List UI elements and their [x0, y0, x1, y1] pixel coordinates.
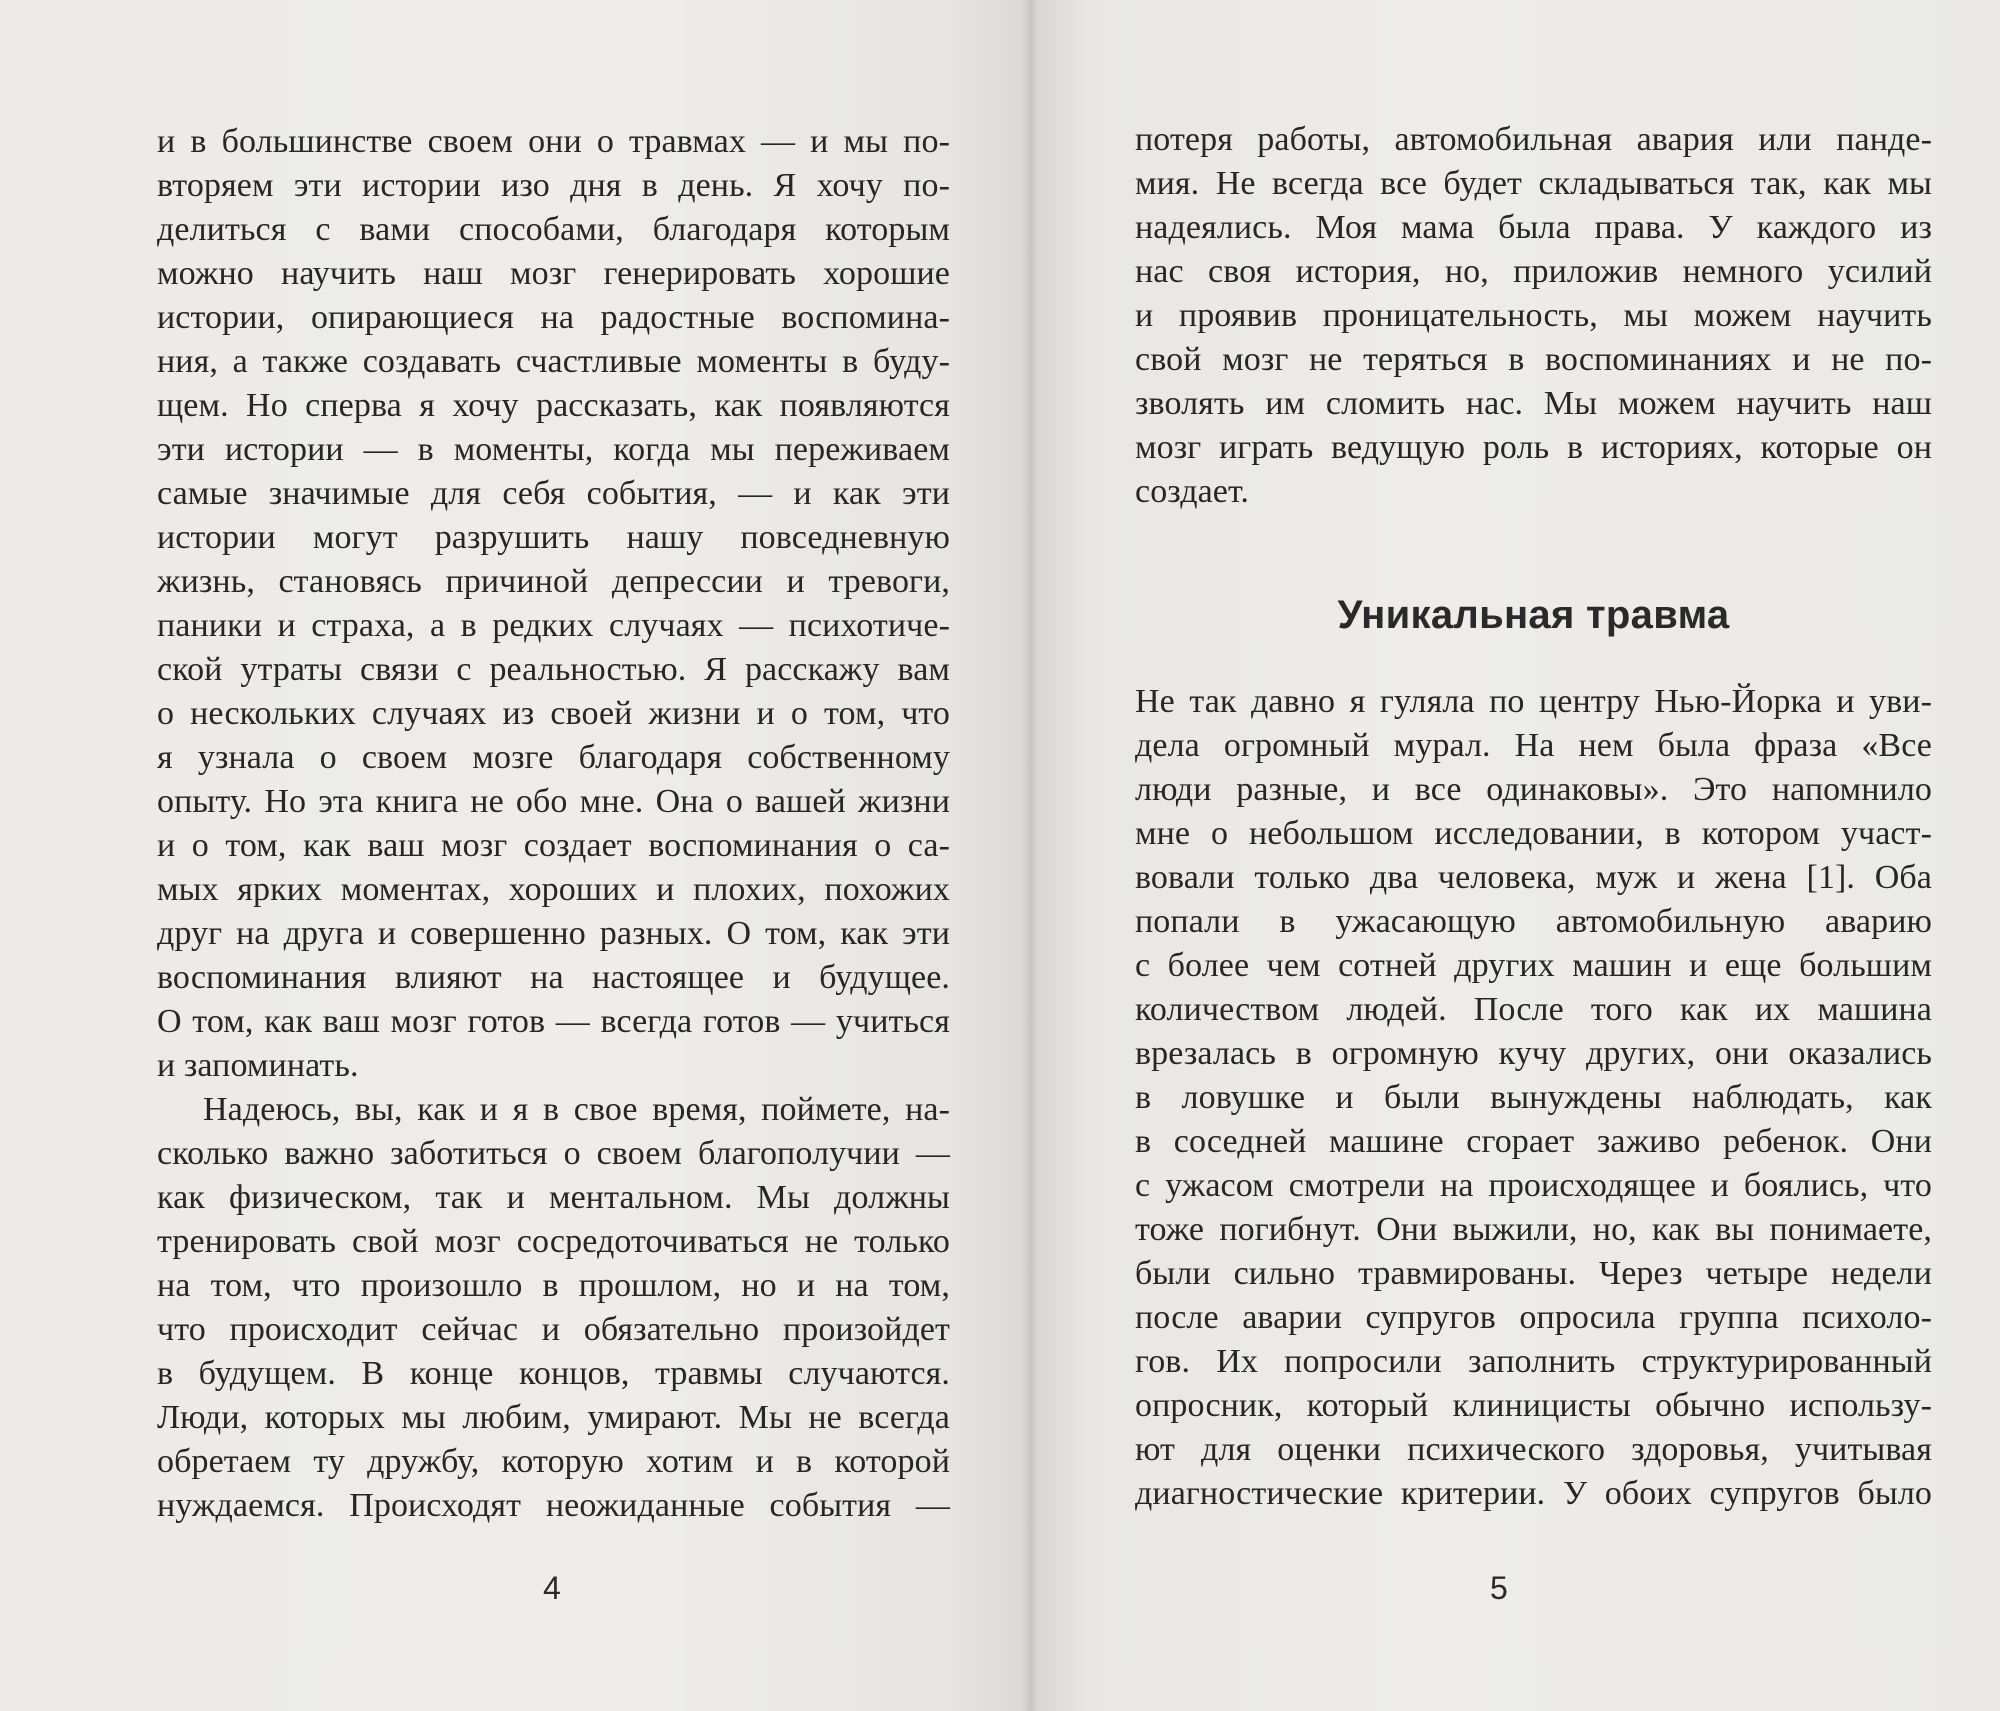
text-line: самые значимые для себя события, — и как эти — [157, 475, 950, 512]
text-line: как физическом, так и ментальном. Мы должны — [157, 1179, 950, 1216]
text-line: что происходит сейчас и обязательно произойдет — [157, 1311, 950, 1348]
page-number: 5 — [1490, 1570, 1508, 1606]
text-line: дела огромный мурал. На нем была фраза «Все — [1135, 727, 1932, 764]
text-line: на том, что произошло в прошлом, но и на том, — [157, 1267, 950, 1304]
text-line: эти истории — в моменты, когда мы переживаем — [157, 431, 950, 468]
text-line: в будущем. В конце концов, травмы случаются. — [157, 1355, 950, 1392]
text-line: сколько важно заботиться о своем благополучии — — [157, 1135, 950, 1172]
right-page-text-top — [1135, 118, 1932, 514]
book-gutter — [1022, 0, 1038, 1711]
text-line: делиться с вами способами, благодаря которым — [157, 211, 950, 248]
text-line: жизнь, становясь причиной депрессии и тревоги, — [157, 563, 950, 600]
text-line: я узнала о своем мозге благодаря собственному — [157, 739, 950, 776]
text-line: истории могут разрушить нашу повседневную — [157, 519, 950, 556]
text-line: Надеюсь, вы, как и я в свое время, поймете, на- — [203, 1091, 950, 1128]
text-line: диагностические критерии. У обоих супругов было — [1135, 1475, 1932, 1512]
text-line: вторяем эти истории изо дня в день. Я хочу по- — [157, 167, 950, 204]
text-line: количеством людей. После того как их машина — [1135, 991, 1932, 1028]
text-line: Люди, которых мы любим, умирают. Мы не всегда — [157, 1399, 950, 1436]
text-line: мне о небольшом исследовании, в котором участ- — [1135, 815, 1932, 852]
text-line: врезалась в огромную кучу других, они оказались — [1135, 1035, 1932, 1072]
text-line: воспоминания влияют на настоящее и будущее. — [157, 959, 950, 996]
text-line: и проявив проницательность, мы можем научить — [1135, 297, 1932, 334]
text-line: попали в ужасающую автомобильную аварию — [1135, 903, 1932, 940]
text-line: с ужасом смотрели на происходящее и боялись, что — [1135, 1167, 1932, 1204]
text-line: люди разные, и все одинаковы». Это напомнило — [1135, 771, 1932, 808]
text-line: щем. Но сперва я хочу рассказать, как появляются — [157, 387, 950, 424]
text-line: мозг играть ведущую роль в историях, которые он — [1135, 429, 1932, 466]
text-line: и запоминать. — [157, 1047, 359, 1084]
text-line: истории, опирающиеся на радостные воспомина- — [157, 299, 950, 336]
text-line: тоже погибнут. Они выжили, но, как вы понимаете, — [1135, 1211, 1932, 1248]
text-line: тренировать свой мозг сосредоточиваться не только — [157, 1223, 950, 1260]
text-line: обретаем ту дружбу, которую хотим и в которой — [157, 1443, 950, 1480]
text-line: мых ярких моментах, хороших и плохих, похожих — [157, 871, 950, 908]
text-line: опросник, который клиницисты обычно использу- — [1135, 1387, 1932, 1424]
text-line: гов. Их попросили заполнить структурированный — [1135, 1343, 1932, 1380]
text-line: о нескольких случаях из своей жизни и о том, что — [157, 695, 950, 732]
right-page — [1030, 0, 2000, 1711]
text-line: мия. Не всегда все будет складываться так, как мы — [1135, 165, 1932, 202]
text-line: ют для оценки психического здоровья, учитывая — [1135, 1431, 1932, 1468]
text-line: свой мозг не теряться в воспоминаниях и не по- — [1135, 341, 1932, 378]
text-line: ния, а также создавать счастливые моменты в буду- — [157, 343, 950, 380]
text-line: Не так давно я гуляла по центру Нью-Йорка и уви- — [1135, 683, 1932, 720]
text-line: друг на друга и совершенно разных. О том, как эти — [157, 915, 950, 952]
text-line: нас своя история, но, приложив немного усилий — [1135, 253, 1932, 290]
text-line: в ловушке и были вынуждены наблюдать, как — [1135, 1079, 1932, 1116]
left-page-text — [157, 120, 950, 1528]
text-line: после аварии супругов опросила группа психоло- — [1135, 1299, 1932, 1336]
section-heading: Уникальная травма — [1337, 593, 1730, 637]
text-line: опыту. Но эта книга не обо мне. Она о вашей жизни — [157, 783, 950, 820]
text-line: нуждаемся. Происходят неожиданные события — — [157, 1487, 950, 1524]
text-line: потеря работы, автомобильная авария или панде- — [1135, 121, 1932, 158]
text-line: паники и страха, а в редких случаях — психотиче- — [157, 607, 950, 644]
text-line: и в большинстве своем они о травмах — и мы по- — [157, 123, 950, 160]
text-line: были сильно травмированы. Через четыре недели — [1135, 1255, 1932, 1292]
text-line: в соседней машине сгорает заживо ребенок. Они — [1135, 1123, 1932, 1160]
text-line: вовали только два человека, муж и жена [1]. Оба — [1135, 859, 1932, 896]
text-line: ской утраты связи с реальностью. Я расскажу вам — [157, 651, 950, 688]
text-line: и о том, как ваш мозг создает воспоминания о са- — [157, 827, 950, 864]
text-line: О том, как ваш мозг готов — всегда готов — учиться — [157, 1003, 950, 1040]
text-line: можно научить наш мозг генерировать хорошие — [157, 255, 950, 292]
text-line: с более чем сотней других машин и еще большим — [1135, 947, 1932, 984]
text-line: создает. — [1135, 473, 1249, 510]
text-line: надеялись. Моя мама была права. У каждого из — [1135, 209, 1932, 246]
page-number: 4 — [543, 1570, 561, 1606]
text-line: зволять им сломить нас. Мы можем научить наш — [1135, 385, 1932, 422]
right-page-text-bottom — [1135, 680, 1932, 1516]
